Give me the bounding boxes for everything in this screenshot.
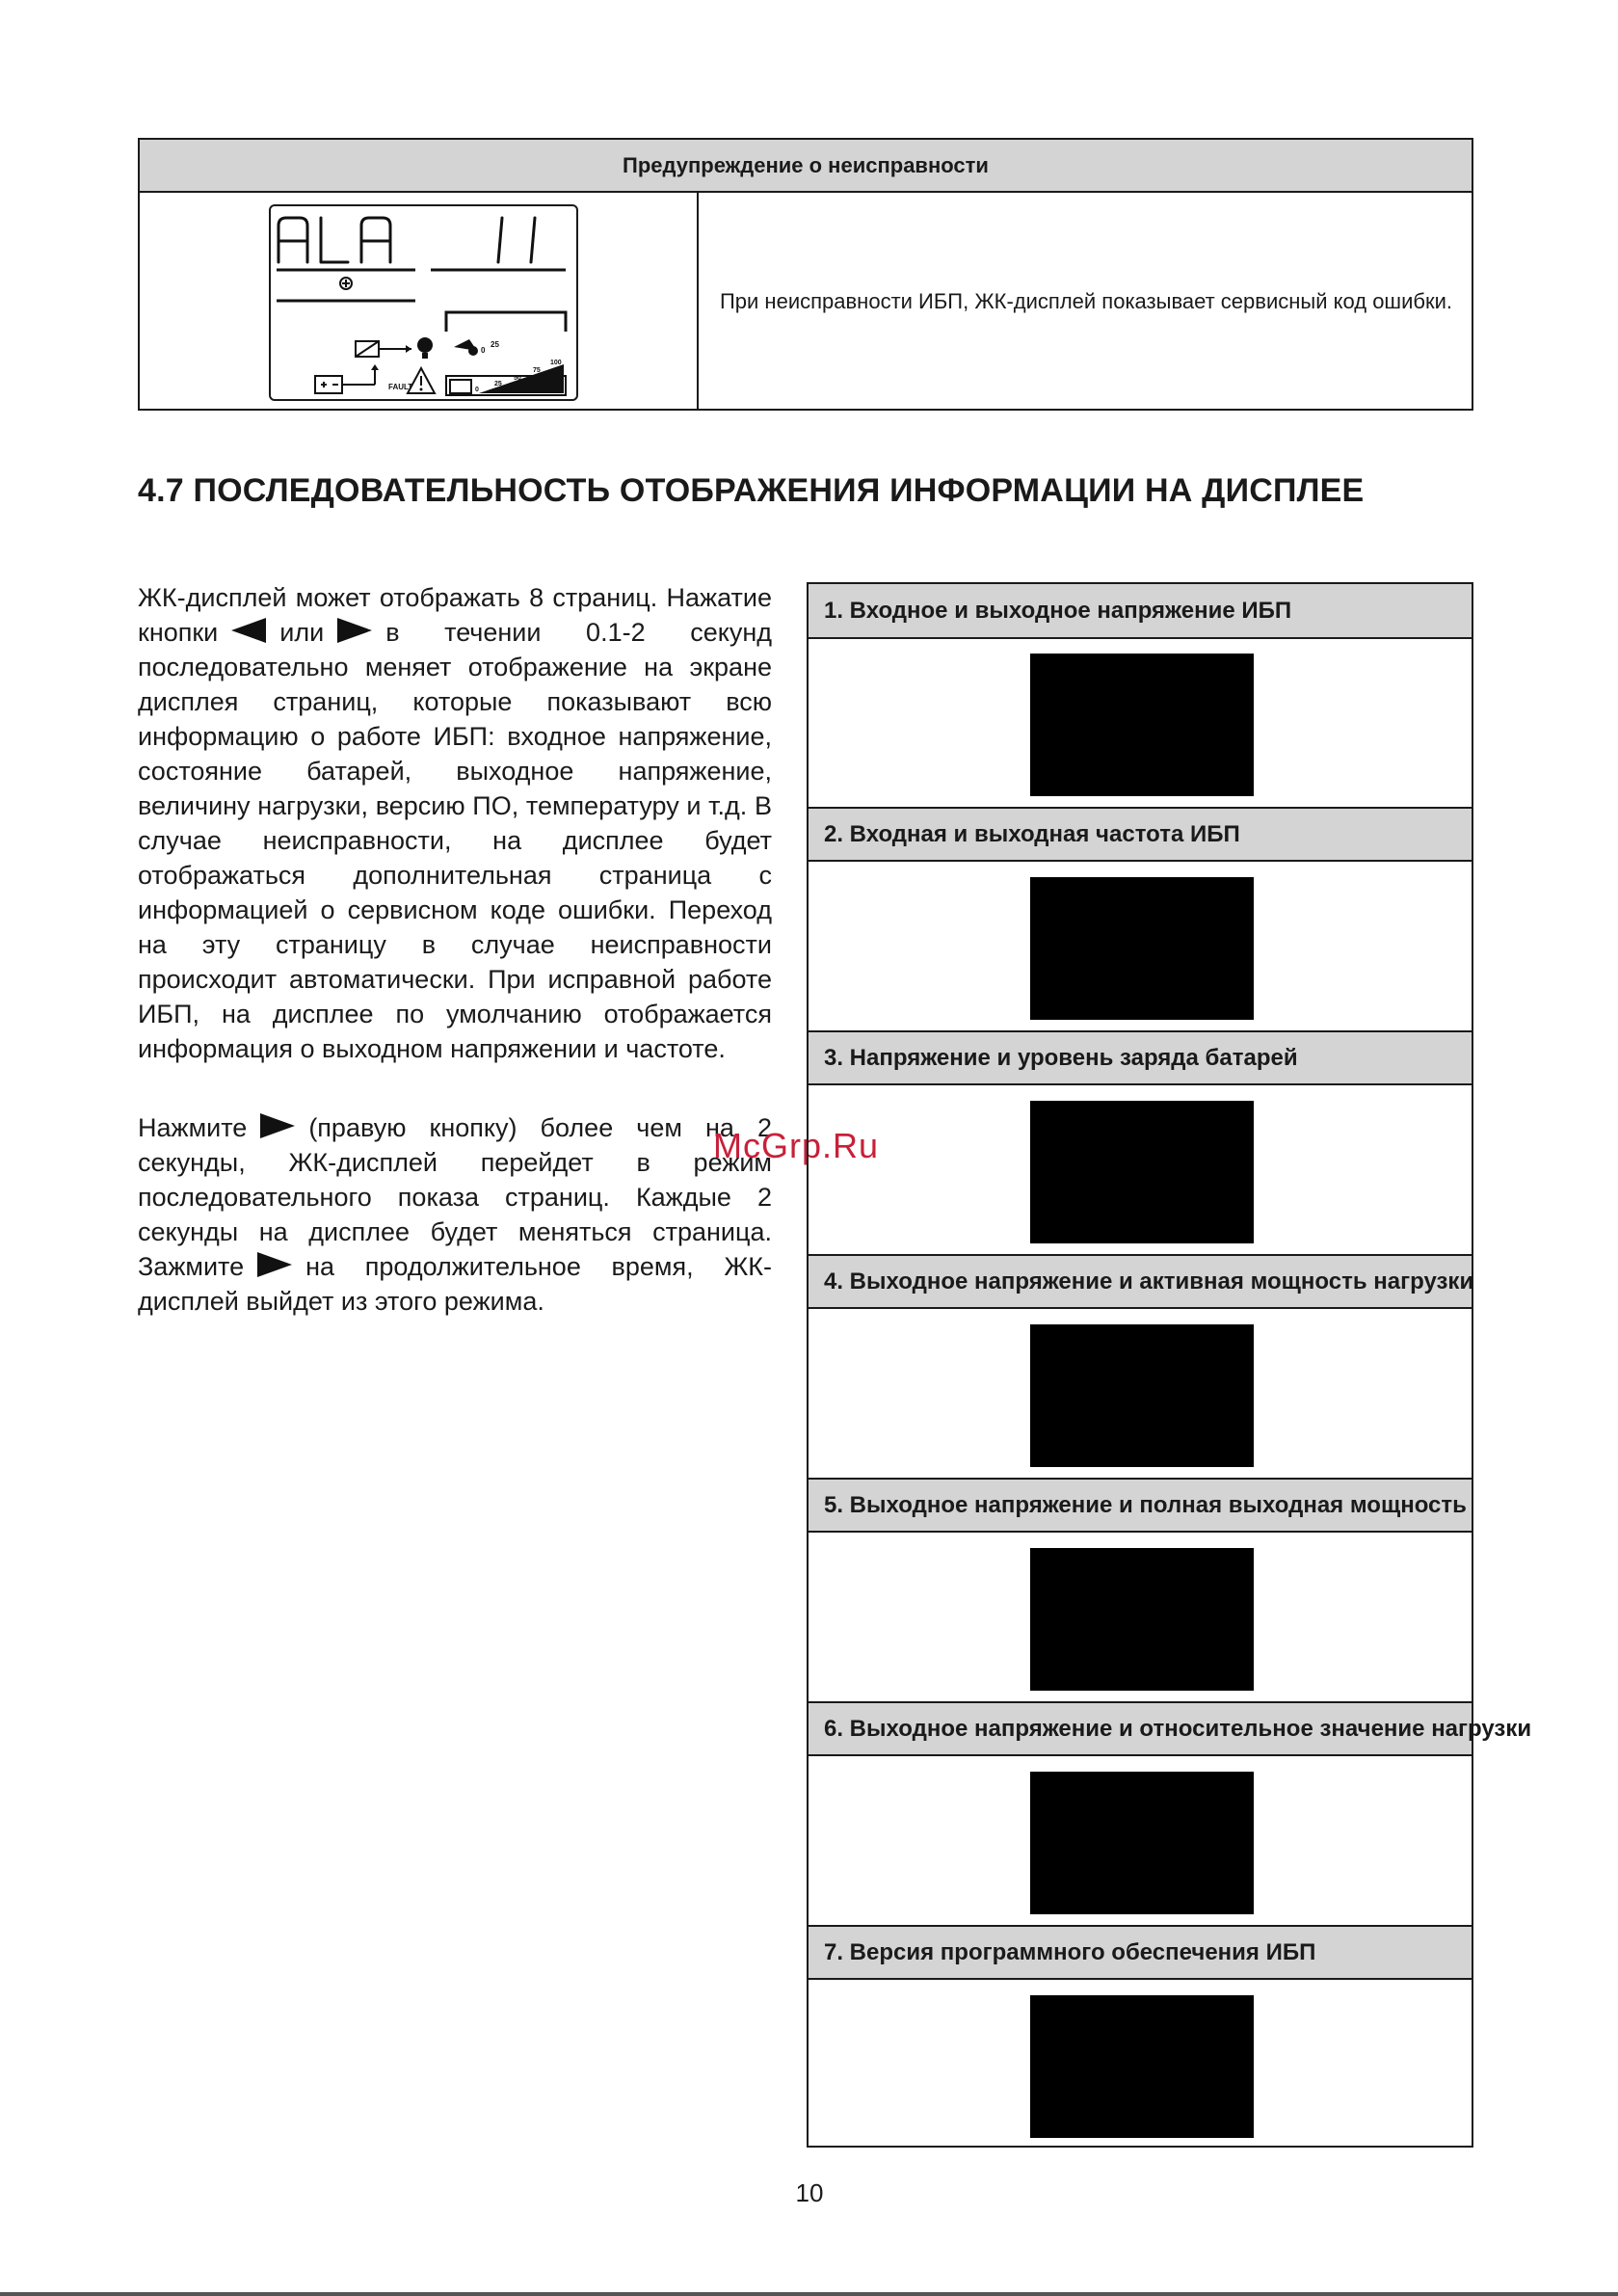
lcd-fault-display	[269, 204, 578, 401]
load-tick-0: 0	[481, 346, 486, 355]
lcd-segment-digits	[279, 218, 535, 262]
display-sequence-table	[807, 582, 1532, 2148]
lcd-screen-7	[1030, 1995, 1254, 2138]
watermark: McGrp.Ru	[713, 1126, 880, 1165]
bulb-icon	[417, 337, 433, 353]
lcd-panel-svg	[271, 206, 576, 399]
battery-level-icon	[450, 380, 471, 393]
battery-level-bars	[479, 364, 564, 393]
lcd-screen-1	[1030, 654, 1254, 796]
fault-label: FAULT	[388, 383, 413, 391]
lcd-screen-4	[1030, 1324, 1254, 1467]
lcd-screen-2	[1030, 877, 1254, 1020]
battery-tick-0: 0	[475, 387, 479, 393]
bottom-rule	[0, 2292, 1618, 2296]
lcd-screen-5	[1030, 1548, 1254, 1691]
battery-tick-100: 100	[550, 360, 562, 366]
paragraph-2	[138, 1110, 772, 1319]
paragraph-2-part-b: (правую кнопку) более чем на 2 секунды, ЖК-дисплей перейдет в режим последовательного показа страниц. Каждые 2 секунды на дисплее будет меняться страница. Зажмите	[138, 1113, 772, 1281]
lcd-screen-6	[1030, 1772, 1254, 1914]
paragraph-1-part-a: ЖК-дисплей может отображать 8 страниц. Нажатие кнопки	[138, 583, 772, 647]
battery-tick-25: 25	[494, 381, 502, 387]
sequence-header-2: 2. Входная и выходная частота ИБП	[809, 807, 1472, 862]
right-arrow-icon	[337, 618, 372, 643]
right-arrow-icon	[257, 1252, 292, 1277]
paragraph-1	[138, 580, 772, 1066]
sequence-header-5: 5. Выходное напряжение и полная выходная мощность	[809, 1478, 1472, 1533]
sequence-header-4: 4. Выходное напряжение и активная мощность нагрузки	[809, 1254, 1472, 1309]
paragraph-2-part-c: на продолжительное время, ЖК-дисплей выйдет из этого режима.	[138, 1252, 772, 1316]
paragraph-1-or: или	[279, 618, 325, 647]
sequence-header-1: 1. Входное и выходное напряжение ИБП	[809, 584, 1472, 639]
load-tick-25: 25	[491, 340, 499, 349]
fault-table-header: Предупреждение о неисправности	[140, 140, 1472, 193]
section-heading: 4.7 ПОСЛЕДОВАТЕЛЬНОСТЬ ОТОБРАЖЕНИЯ ИНФОРМАЦИИ НА ДИСПЛЕЕ	[138, 472, 1365, 509]
paragraph-2-part-a: Нажмите	[138, 1113, 248, 1142]
paragraph-1-part-b: в течении 0.1-2 секунд последовательно меняет отображение на экране дисплея страниц, которые показывают всю информацию о работе ИБП: входное напряжение, состояние батарей, выходное напряжение, величину нагрузки, версию ПО, температуру и т.д. В случае неисправности, на дисплее будет отображаться дополнительная страница с информацией о сервисном коде ошибки. Переход на эту страницу в случае неисправности происходит автоматически. При исправной работе ИБП, на дисплее по умолчанию отображается информация о выходном напряжении и частоте.	[138, 618, 772, 1063]
left-arrow-icon	[231, 618, 266, 643]
battery-tick-75: 75	[533, 367, 541, 374]
battery-tick-50: 50	[514, 375, 521, 382]
fault-description: При неисправности ИБП, ЖК-дисплей показывает сервисный код ошибки.	[719, 289, 1452, 313]
fault-warning-table	[138, 138, 1473, 411]
sequence-header-7: 7. Версия программного обеспечения ИБП	[809, 1925, 1472, 1980]
sequence-header-3: 3. Напряжение и уровень заряда батарей	[809, 1030, 1472, 1085]
sequence-header-6: 6. Выходное напряжение и относительное значение нагрузки	[809, 1701, 1472, 1756]
page-number: 10	[795, 2178, 824, 2207]
lcd-screen-3	[1030, 1101, 1254, 1243]
right-arrow-icon	[260, 1113, 295, 1138]
